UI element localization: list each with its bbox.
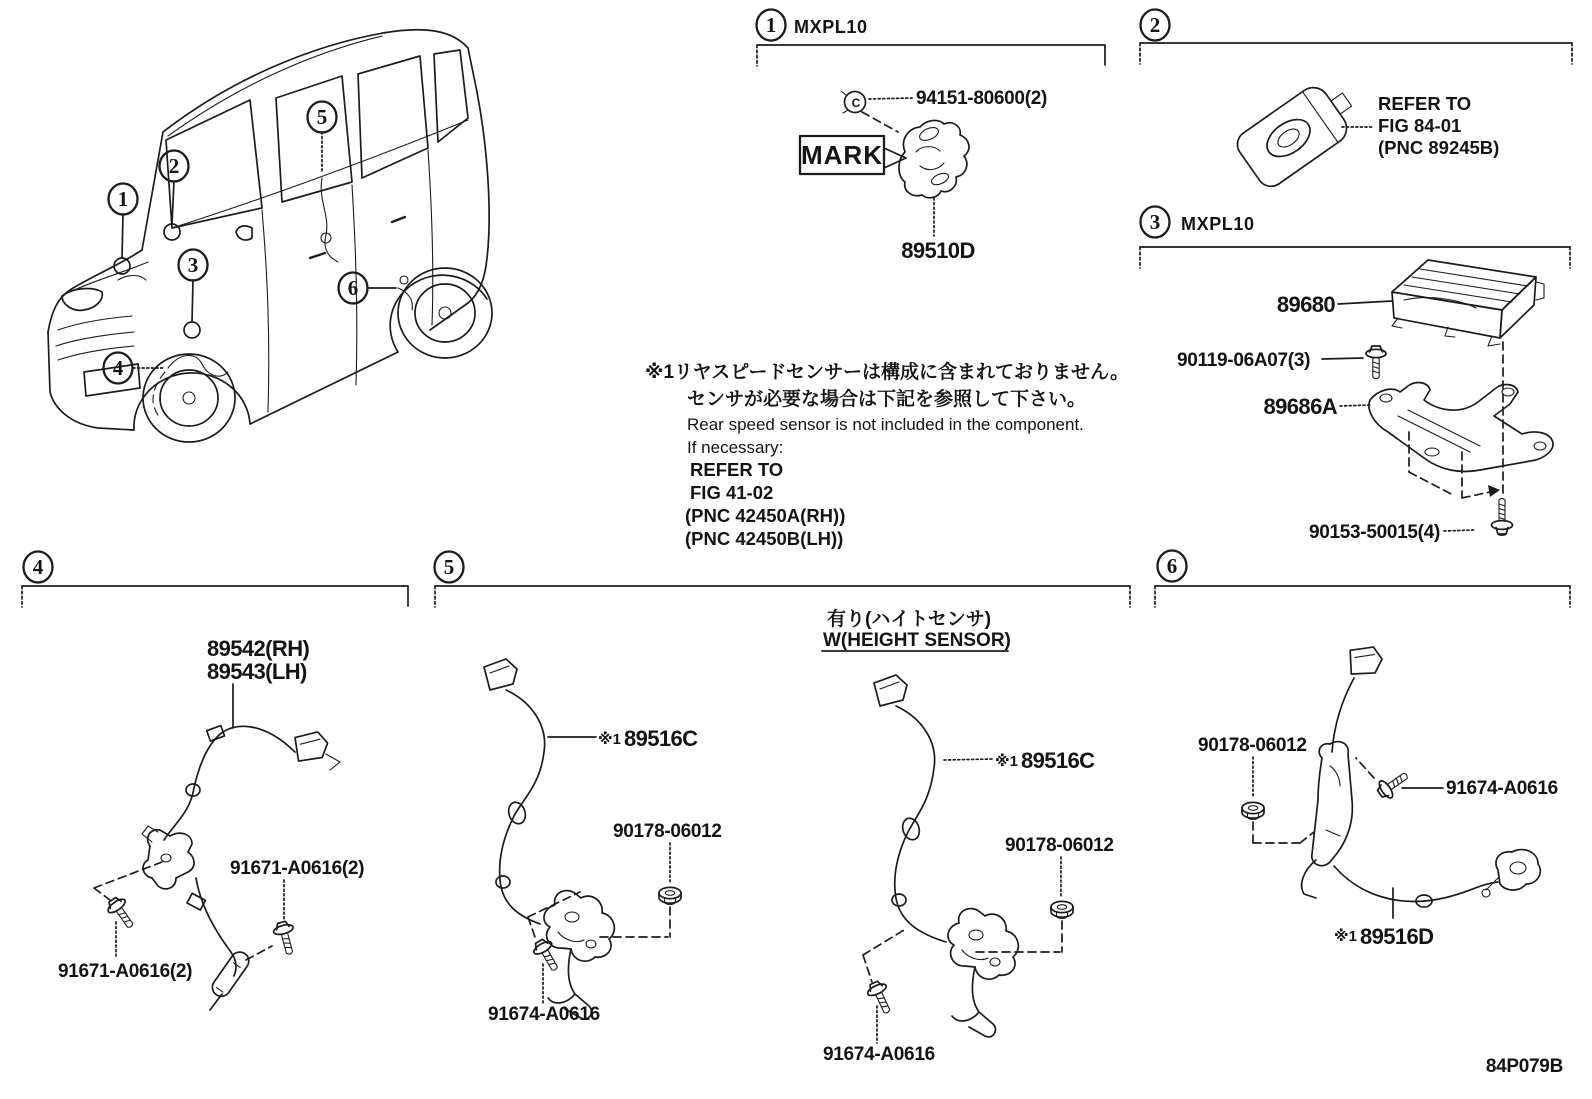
- callout-5-number: 5: [316, 105, 328, 129]
- ref-mark-s5-standard: ※1: [598, 731, 621, 748]
- section-2: [1140, 10, 1572, 192]
- nut-with-mark-drawing: [841, 91, 866, 113]
- vehicle-sketch: [48, 30, 492, 442]
- section-4-number: 4: [32, 555, 44, 579]
- part-number-90153-50015: 90153-50015(4): [1308, 522, 1440, 543]
- part-number-90178-height: 90178-06012: [1005, 835, 1114, 856]
- part-number-89543-LH: 89543(LH): [207, 659, 307, 684]
- callout-2: [160, 151, 189, 241]
- note-jp-line1: ※1リヤスピードセンサーは構成に含まれておりません。: [645, 362, 1130, 383]
- ref-mark-s6: ※1: [1334, 928, 1357, 945]
- height-sensor-variant: [822, 607, 1114, 1065]
- mark-label: MARK: [801, 140, 883, 170]
- part-number-89686A: 89686A: [1263, 394, 1337, 419]
- part-number-89680: 89680: [1276, 292, 1335, 317]
- section-5: [435, 552, 1131, 1066]
- part-number-89510D: 89510D: [901, 238, 975, 263]
- section-1: [757, 10, 1106, 264]
- diagram-code: 84P079B: [1485, 1056, 1563, 1077]
- rear-sensor-drum-drawing: [1302, 642, 1541, 907]
- callout-1-number: 1: [117, 187, 129, 211]
- part-number-89516C-height: 89516C: [1021, 748, 1095, 773]
- section-3: [1140, 207, 1570, 544]
- steering-sensor-drawing: [1232, 73, 1364, 191]
- refer-to-line2: FIG 84-01: [1378, 115, 1462, 136]
- part-number-91674-s6: 91674-A0616: [1446, 778, 1558, 799]
- section-5-number: 5: [443, 555, 455, 579]
- section-1-number: 1: [765, 13, 777, 37]
- section-2-number: 2: [1149, 13, 1161, 37]
- callout-5: [308, 102, 337, 173]
- nut-mark-letter: C: [851, 96, 861, 110]
- section-6-number: 6: [1166, 554, 1178, 578]
- part-number-91674-height: 91674-A0616: [823, 1044, 935, 1065]
- section-3-number: 3: [1149, 210, 1161, 234]
- part-number-89516C-standard: 89516C: [624, 726, 698, 751]
- note-en-line1: Rear speed sensor is not included in the component.: [687, 415, 1084, 434]
- callout-2-number: 2: [168, 154, 180, 178]
- section-1-variant: MXPL10: [794, 17, 868, 37]
- note-refer-line2: FIG 41-02: [690, 482, 774, 503]
- vehicle-callouts: [104, 102, 397, 384]
- part-number-94151-80600: 94151-80600(2): [916, 88, 1048, 109]
- refer-to-line1: REFER TO: [1378, 93, 1472, 114]
- height-variant-title-en: W(HEIGHT SENSOR): [823, 630, 1011, 651]
- note-refer-line3: (PNC 42450A(RH)): [685, 505, 846, 526]
- height-variant-title-jp: 有り(ハイトセンサ): [827, 609, 992, 630]
- section-3-variant: MXPL10: [1181, 214, 1255, 234]
- part-number-91671-left: 91671-A0616(2): [58, 961, 193, 982]
- note-en-line2: If necessary:: [687, 438, 784, 457]
- part-number-89516D: 89516D: [1360, 924, 1434, 949]
- callout-6: [339, 273, 397, 304]
- callout-3: [179, 250, 208, 339]
- part-number-91674-standard: 91674-A0616: [488, 1004, 600, 1025]
- note-refer-line4: (PNC 42450B(LH)): [685, 528, 844, 549]
- mark-callout-box: [800, 136, 906, 174]
- section-6: [1155, 551, 1570, 950]
- abs-ecu-drawing: [1392, 260, 1544, 346]
- callout-4-number: 4: [112, 356, 124, 380]
- part-number-91671-right: 91671-A0616(2): [230, 858, 365, 879]
- ref-mark-s5-height: ※1: [995, 753, 1018, 770]
- note-jp-line2: センサが必要な場合は下記を参照して下さい。: [687, 389, 1087, 410]
- front-speed-sensor-drawing: [899, 120, 969, 197]
- part-number-90119-06A07: 90119-06A07(3): [1177, 350, 1311, 371]
- refer-to-line3: (PNC 89245B): [1378, 137, 1500, 158]
- rear-sensor-height-drawing: [874, 675, 1018, 1037]
- rear-sensor-note: [645, 360, 1129, 549]
- part-number-89542-RH: 89542(RH): [207, 636, 310, 661]
- part-number-90178-standard: 90178-06012: [613, 821, 722, 842]
- callout-6-number: 6: [347, 276, 359, 300]
- section-4: [22, 552, 408, 1011]
- part-number-90178-s6: 90178-06012: [1198, 735, 1307, 756]
- ecu-bracket-drawing: [1369, 383, 1553, 472]
- callout-3-number: 3: [187, 253, 199, 277]
- note-refer-line1: REFER TO: [690, 459, 784, 480]
